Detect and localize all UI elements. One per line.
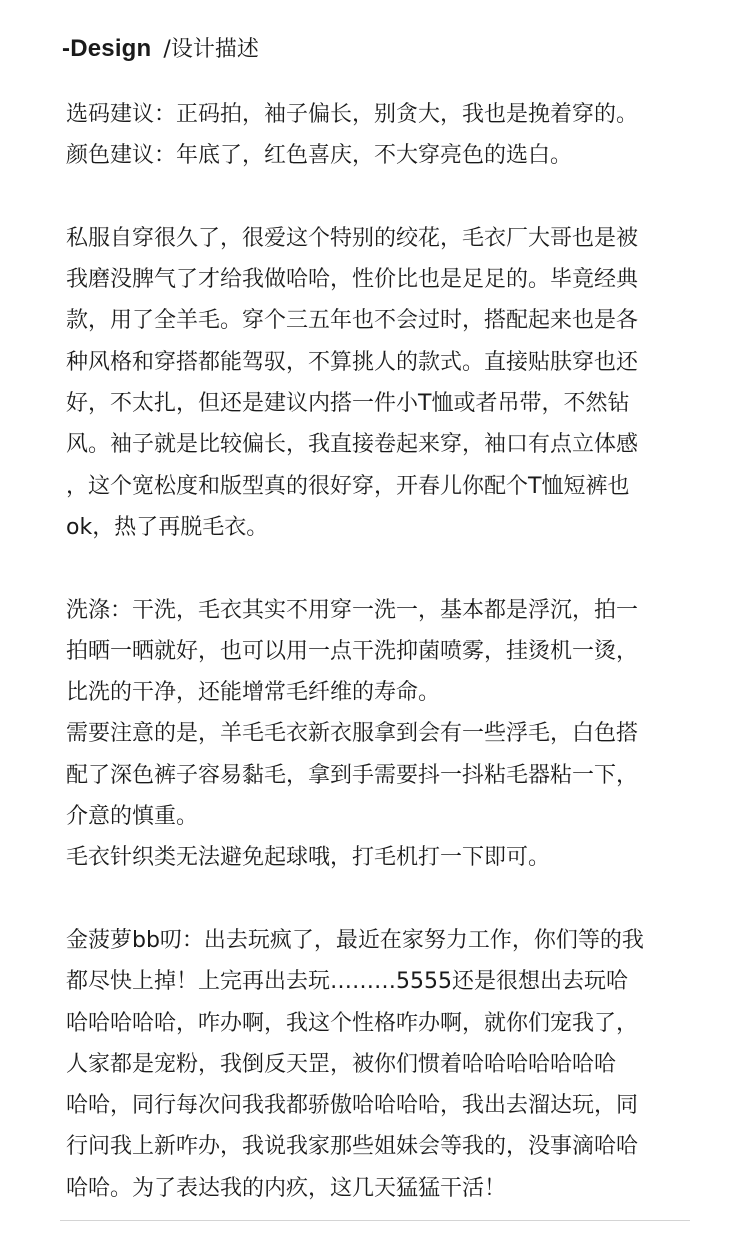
pilling-note: 毛衣针织类无法避免起球哦，打毛机打一下即可。 bbox=[66, 845, 551, 871]
chat-line: 哈哈。为了表达我的内疚，这几天猛猛干活！ bbox=[66, 1175, 507, 1201]
story-line: ，这个宽松度和版型真的很好穿，开春儿你配个T恤短裤也 bbox=[66, 473, 630, 499]
size-advice: 选码建议：正码拍，袖子偏长，别贪大，我也是挽着穿的。 bbox=[66, 102, 639, 127]
paragraph-gap bbox=[66, 879, 684, 920]
notice-line: 介意的慎重。 bbox=[66, 804, 199, 830]
section-header bbox=[62, 32, 259, 72]
paragraph-gap bbox=[66, 548, 684, 589]
care-line: 洗涤：干洗，毛衣其实不用穿一洗一，基本都是浮沉，拍一 bbox=[66, 597, 639, 623]
notice-line: 需要注意的是，羊毛毛衣新衣服拿到会有一些浮毛，白色搭 bbox=[66, 721, 639, 747]
chat-line: 人家都是宠粉，我倒反天罡，被你们惯着哈哈哈哈哈哈哈 bbox=[66, 1051, 617, 1077]
chat-line: 都尽快上掉！上完再出去玩………5555还是很想出去玩哈 bbox=[66, 969, 628, 995]
story-line: 好，不太扎，但还是建议内搭一件小T恤或者吊带，不然钻 bbox=[66, 391, 630, 417]
chat-line: 哈哈哈哈哈，咋办啊，我这个性格咋办啊，就你们宠我了， bbox=[66, 1010, 639, 1036]
notice-line: 配了深色裤子容易黏毛，拿到手需要抖一抖粘毛器粘一下， bbox=[66, 762, 639, 788]
story-line: 种风格和穿搭都能驾驭，不算挑人的款式。直接贴肤穿也还 bbox=[66, 349, 639, 375]
design-description-body bbox=[66, 94, 684, 1209]
chat-line: 行问我上新咋办，我说我家那些姐妹会等我的，没事滴哈哈 bbox=[66, 1134, 639, 1160]
story-line: 风。袖子就是比较偏长，我直接卷起来穿，袖口有点立体感 bbox=[66, 432, 639, 458]
story-line: 私服自穿很久了，很爱这个特别的绞花，毛衣厂大哥也是被 bbox=[66, 225, 639, 251]
story-line: 款，用了全羊毛。穿个三五年也不会过时，搭配起来也是各 bbox=[66, 308, 639, 334]
story-line: ok，热了再脱毛衣。 bbox=[66, 514, 269, 540]
section-title-english: -Design bbox=[62, 35, 152, 62]
care-line: 比洗的干净，还能增常毛纤维的寿命。 bbox=[66, 680, 441, 706]
story-line: 我磨没脾气了才给我做哈哈，性价比也是足足的。毕竟经典 bbox=[66, 267, 639, 293]
paragraph-gap bbox=[66, 177, 684, 218]
color-advice: 颜色建议：年底了，红色喜庆，不大穿亮色的选白。 bbox=[66, 143, 573, 169]
chat-line: 哈哈，同行每次问我我都骄傲哈哈哈哈，我出去溜达玩，同 bbox=[66, 1093, 639, 1119]
bottom-divider bbox=[60, 1220, 690, 1221]
care-line: 拍晒一晒就好，也可以用一点干洗抑菌喷雾，挂烫机一烫， bbox=[66, 638, 639, 664]
section-title-chinese: /设计描述 bbox=[163, 37, 259, 62]
chat-line: 金菠萝bb叨：出去玩疯了，最近在家努力工作，你们等的我 bbox=[66, 927, 644, 953]
